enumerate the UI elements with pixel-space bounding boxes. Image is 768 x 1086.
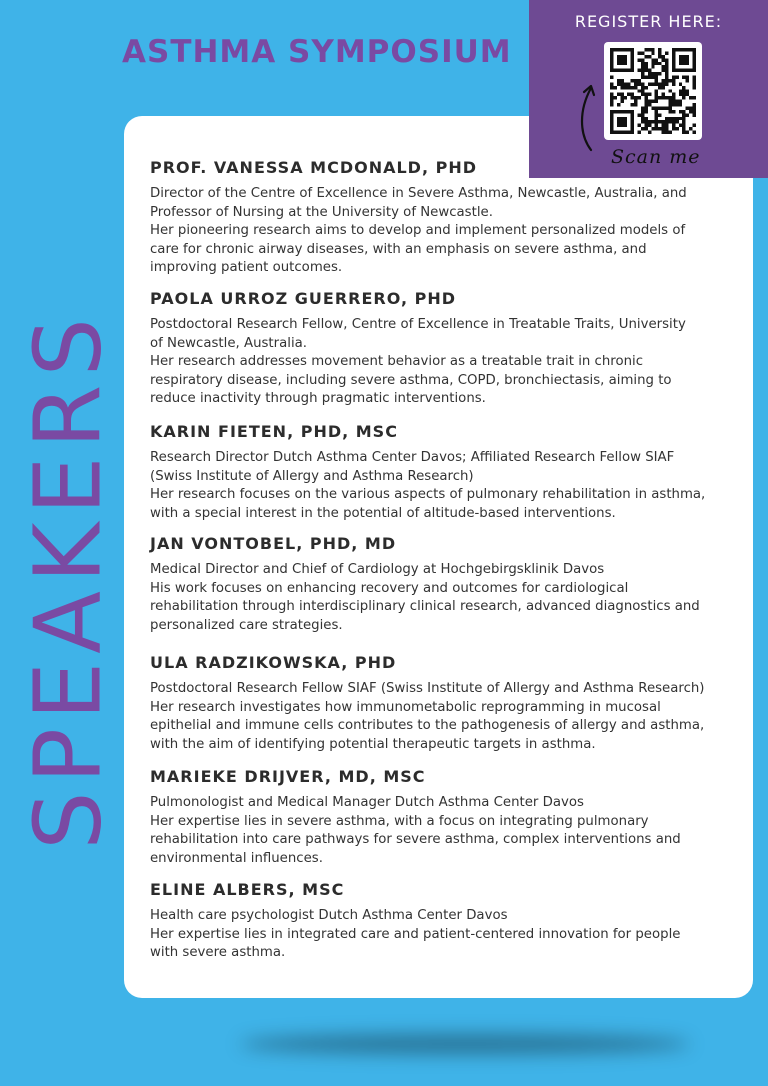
speaker-bio-line: Pulmonologist and Medical Manager Dutch Asthma Center Davos: [150, 795, 584, 810]
speaker-bio-line: Her research investigates how immunometabolic reprogramming in mucosal: [150, 699, 661, 715]
speaker-bio-line: Her research addresses movement behavior as a treatable trait in chronic: [150, 354, 644, 370]
speaker-bio-line: improving patient outcomes.: [150, 260, 343, 276]
speaker-bio-line: with the aim of identifying potential therapeutic targets in asthma.: [150, 736, 596, 752]
speaker-bio-line: with a special interest in the potential of altitude-based interventions.: [150, 505, 616, 521]
speaker-bio-line: care for chronic airway diseases, with an emphasis on severe asthma, and: [150, 241, 647, 257]
speaker-name: KARIN FIETEN, PHD, MSC: [150, 422, 398, 441]
speaker-bio-line: Her research focuses on the various aspects of pulmonary rehabilitation in asthma,: [150, 487, 706, 503]
speaker-bio-line: Director of the Centre of Excellence in Severe Asthma, Newcastle, Australia, and: [150, 186, 687, 201]
speaker-entry: [150, 767, 740, 868]
speaker-bio-line: Medical Director and Chief of Cardiology at Hochgebirgsklinik Davos: [150, 562, 605, 577]
speaker-bio-line: environmental influences.: [150, 850, 323, 866]
speakers-side-heading: SPEAKERS: [14, 310, 122, 850]
speaker-name: PROF. VANESSA MCDONALD, PHD: [150, 158, 477, 177]
speaker-bio-line: Her expertise lies in severe asthma, with a focus on integrating pulmonary: [150, 813, 649, 829]
speaker-bio-line: Professor of Nursing at the University of Newcastle.: [150, 204, 493, 220]
speaker-bio-line: (Swiss Institute of Allergy and Asthma Research): [150, 468, 474, 484]
speaker-bio-line: Her pioneering research aims to develop and implement personalized models of: [150, 223, 686, 239]
speaker-entry: [150, 289, 740, 409]
speaker-entry: [150, 422, 740, 523]
speaker-bio-line: with severe asthma.: [150, 945, 286, 961]
qr-code-graphic: [610, 48, 696, 134]
speaker-entry: [150, 880, 740, 963]
speaker-bio-line: reduce inactivity through pragmatic interventions.: [150, 391, 486, 407]
speaker-bio-line: personalized care strategies.: [150, 617, 343, 633]
speaker-entry: [150, 653, 740, 754]
speaker-name: ELINE ALBERS, MSC: [150, 880, 345, 899]
speaker-bio-line: respiratory disease, including severe asthma, COPD, bronchiectasis, aiming to: [150, 372, 672, 388]
speakers-card: [124, 116, 753, 998]
speaker-bio-line: Her expertise lies in integrated care and patient-centered innovation for people: [150, 926, 681, 942]
speaker-name: ULA RADZIKOWSKA, PHD: [150, 653, 397, 672]
register-label: REGISTER HERE:: [574, 12, 723, 31]
speaker-entry: [150, 534, 740, 635]
scan-me-label: Scan me: [611, 146, 701, 168]
speaker-bio-line: rehabilitation through interdisciplinary clinical research, advanced diagnostics and: [150, 599, 700, 615]
speaker-name: JAN VONTOBEL, PHD, MD: [150, 534, 397, 553]
speaker-bio-line: rehabilitation into care pathways for severe asthma, complex interventions and: [150, 832, 681, 848]
speaker-bio-line: Postdoctoral Research Fellow, Centre of Excellence in Treatable Traits, University: [150, 317, 686, 332]
speaker-name: MARIEKE DRIJVER, MD, MSC: [150, 767, 426, 786]
qr-code[interactable]: [604, 42, 702, 140]
speaker-bio-line: Health care psychologist Dutch Asthma Center Davos: [150, 908, 508, 923]
speaker-bio-line: Postdoctoral Research Fellow SIAF (Swiss Institute of Allergy and Asthma Research): [150, 681, 705, 696]
speaker-bio-line: His work focuses on enhancing recovery and outcomes for cardiological: [150, 580, 629, 596]
register-panel: [529, 0, 768, 178]
page-title: ASTHMA SYMPOSIUM: [122, 34, 512, 70]
curved-arrow-icon: [579, 80, 603, 156]
speaker-bio-line: epithelial and immune cells contributes to the pathogenesis of allergy and asthma,: [150, 718, 705, 734]
speaker-bio-line: Research Director Dutch Asthma Center Davos; Affiliated Research Fellow SIAF: [150, 450, 675, 465]
speaker-name: PAOLA URROZ GUERRERO, PHD: [150, 289, 457, 308]
card-shadow: [240, 1034, 690, 1054]
speaker-bio-line: of Newcastle, Australia.: [150, 335, 308, 351]
